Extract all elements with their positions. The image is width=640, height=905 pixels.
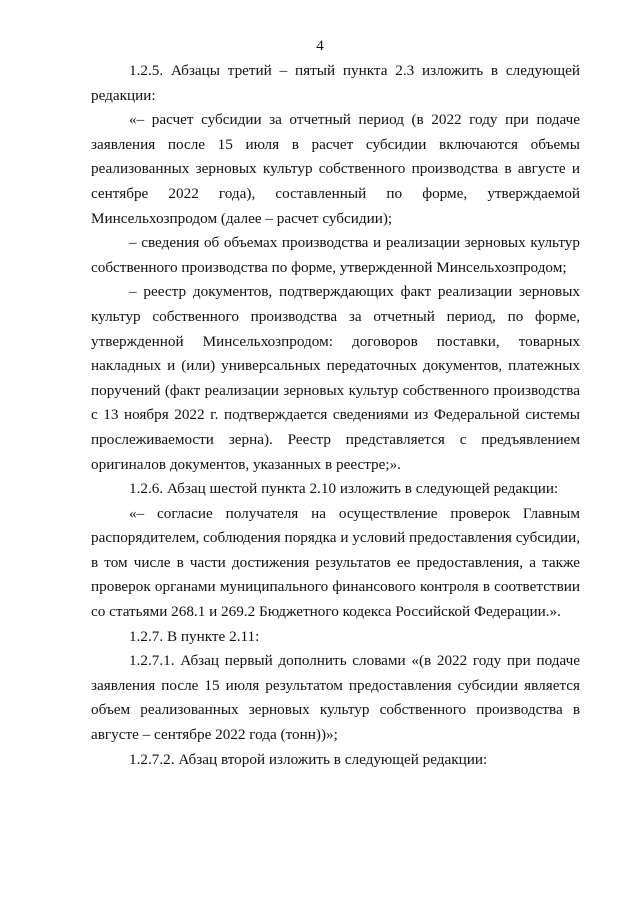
paragraph-1-2-7-2: 1.2.7.2. Абзац второй изложить в следующей редакции:: [129, 750, 488, 768]
paragraph-1-2-7-1: 1.2.7.1. Абзац первый дополнить словами «(в 2022 году при подаче заявления после 15 июля результатом предоставления субсидии является объем реализованных зерновых культур собственного производства в августе – сентябре 2022 года (тонн))»;: [91, 652, 580, 744]
paragraph-recipient-consent: «– согласие получателя на осуществление проверок Главным распорядителем, соблюдения порядка и условий предоставления субсидии, в том числе в части достижения результатов ее предоставления, а также проверок органами муниципального финансового контроля в соответствии со статьями 268.1 и 269.2 Бюджетного кодекса Российской Федерации.».: [91, 504, 580, 621]
paragraph-1-2-6: 1.2.6. Абзац шестой пункта 2.10 изложить в следующей редакции:: [129, 480, 559, 498]
page-number: 4: [316, 38, 324, 54]
paragraph-documents-registry: – реестр документов, подтверждающих факт реализации зерновых культур собственного производства за отчетный период, по форме, утвержденной Минсельхозпродом: договоров поставки, товарных накладных и (или) универсальных передаточных документов, платежных поручений (факт реализации зерновых культур собственного производства с 13 ноября 2022 г. подтверждается сведениями из Федеральной системы прослеживаемости зерна). Реестр представляется с предъявлением оригиналов документов, указанных в реестре;».: [91, 283, 580, 473]
paragraph-1-2-7: 1.2.7. В пункте 2.11:: [129, 627, 260, 645]
paragraph-production-info: – сведения об объемах производства и реализации зерновых культур собственного производства по форме, утвержденной Минсельхозпродом;: [91, 234, 580, 276]
paragraph-subsidy-calculation: «– расчет субсидии за отчетный период (в 2022 году при подаче заявления после 15 июля в расчет субсидии включаются объемы реализованных зерновых культур собственного производства в августе и сентябре 2022 года), составленный по форме, утверждаемой Минсельхозпродом (далее – расчет субсидии);: [91, 111, 580, 227]
document-body: [91, 59, 580, 772]
paragraph-1-2-5: 1.2.5. Абзацы третий – пятый пункта 2.3 изложить в следующей редакции:: [91, 62, 580, 104]
